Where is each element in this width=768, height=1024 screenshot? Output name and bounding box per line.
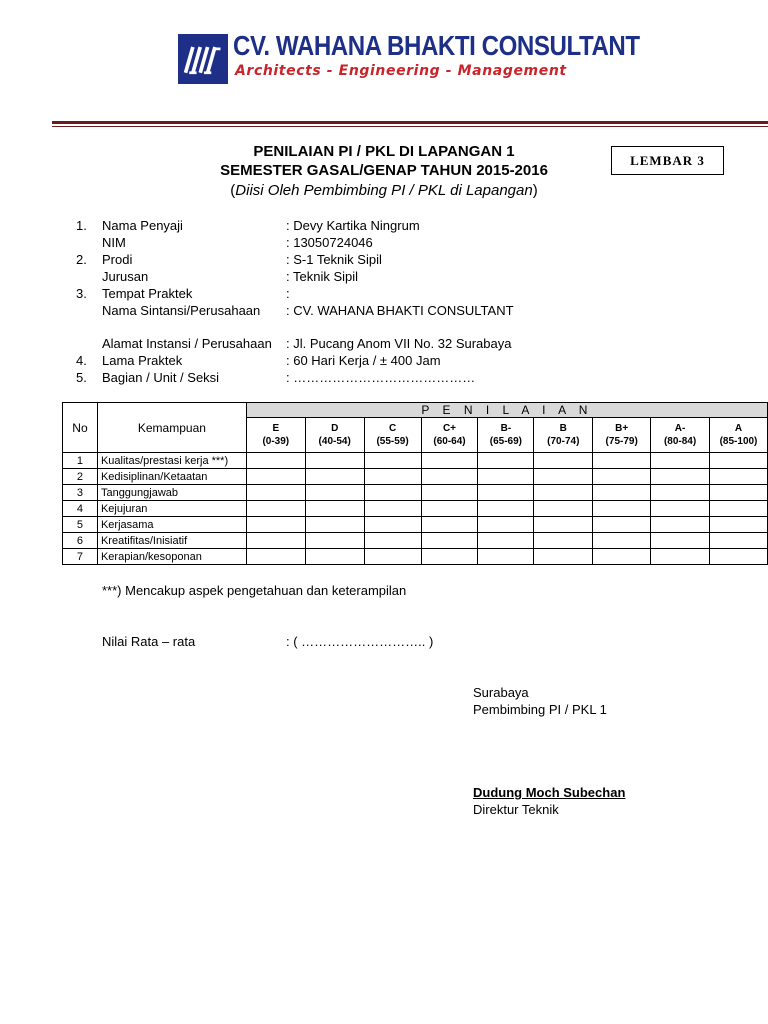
grade-cell[interactable] xyxy=(710,469,768,485)
row-number: 1 xyxy=(63,453,98,469)
grade-cell[interactable] xyxy=(421,485,478,501)
grade-cell[interactable] xyxy=(534,485,593,501)
row-criterion: Kerapian/kesoponan xyxy=(97,549,246,565)
info-label: Jurusan xyxy=(102,269,149,284)
grade-header xyxy=(534,418,593,453)
grade-cell[interactable] xyxy=(246,469,305,485)
grade-cell[interactable] xyxy=(364,469,421,485)
grade-cell[interactable] xyxy=(246,501,305,517)
row-criterion: Tanggungjawab xyxy=(97,485,246,501)
average-label: Nilai Rata – rata xyxy=(102,634,196,649)
signature-city: Surabaya xyxy=(473,685,529,700)
info-label: Prodi xyxy=(102,252,133,267)
grade-cell[interactable] xyxy=(651,469,710,485)
grade-cell[interactable] xyxy=(478,469,534,485)
grade-range: (65-69) xyxy=(489,436,523,447)
info-value: : …………………………………… xyxy=(286,370,476,385)
row-criterion: Kerjasama xyxy=(97,517,246,533)
table-header-row xyxy=(63,403,768,418)
grade-cell[interactable] xyxy=(305,453,364,469)
grade-cell[interactable] xyxy=(305,533,364,549)
grade-range: (70-74) xyxy=(547,436,580,447)
column-header-no: No xyxy=(63,403,98,453)
grade-letter: A- xyxy=(674,423,686,434)
info-label: Nama Sintansi/Perusahaan xyxy=(102,303,261,318)
grade-cell[interactable] xyxy=(710,517,768,533)
grade-cell[interactable] xyxy=(651,501,710,517)
row-criterion: Kualitas/prestasi kerja ***) xyxy=(97,453,246,469)
grade-letter: A xyxy=(734,423,743,434)
grade-cell[interactable] xyxy=(478,517,534,533)
info-number: 3. xyxy=(76,286,87,301)
grade-cell[interactable] xyxy=(364,533,421,549)
info-number: 1. xyxy=(76,218,87,233)
grade-cell[interactable] xyxy=(246,549,305,565)
grade-cell[interactable] xyxy=(305,517,364,533)
grade-letter: E xyxy=(272,423,280,434)
grade-cell[interactable] xyxy=(421,469,478,485)
grade-cell[interactable] xyxy=(364,517,421,533)
row-number: 5 xyxy=(63,517,98,533)
info-value: : CV. WAHANA BHAKTI CONSULTANT xyxy=(286,303,514,318)
grade-cell[interactable] xyxy=(246,453,305,469)
row-number: 7 xyxy=(63,549,98,565)
assessment-table xyxy=(62,402,768,565)
footnote: ***) Mencakup aspek pengetahuan dan keterampilan xyxy=(102,583,407,598)
row-number: 2 xyxy=(63,469,98,485)
grade-header xyxy=(364,418,421,453)
grade-range: (55-59) xyxy=(376,436,409,447)
grade-cell[interactable] xyxy=(305,469,364,485)
grade-range: (0-39) xyxy=(262,436,290,447)
grade-cell[interactable] xyxy=(421,549,478,565)
grade-cell[interactable] xyxy=(305,485,364,501)
info-value: : Teknik Sipil xyxy=(286,269,359,284)
grade-cell[interactable] xyxy=(478,501,534,517)
info-value: : 13050724046 xyxy=(286,235,373,250)
info-value: : Devy Kartika Ningrum xyxy=(286,218,420,233)
info-value: : 60 Hari Kerja / ± 400 Jam xyxy=(286,353,441,368)
grade-range: (75-79) xyxy=(605,436,638,447)
grade-cell[interactable] xyxy=(364,485,421,501)
header-rule-top xyxy=(52,121,768,124)
info-value: : S-1 Teknik Sipil xyxy=(286,252,382,267)
grade-cell[interactable] xyxy=(710,549,768,565)
grade-cell[interactable] xyxy=(246,485,305,501)
info-label: Bagian / Unit / Seksi xyxy=(102,370,220,385)
row-criterion: Kedisiplinan/Ketaatan xyxy=(97,469,246,485)
grade-cell[interactable] xyxy=(246,533,305,549)
grade-cell[interactable] xyxy=(421,453,478,469)
grade-header xyxy=(305,418,364,453)
grade-cell[interactable] xyxy=(421,501,478,517)
grade-cell[interactable] xyxy=(364,549,421,565)
grade-cell[interactable] xyxy=(534,549,593,565)
company-name: CV. WAHANA BHAKTI CONSULTANT xyxy=(233,30,640,61)
grade-header xyxy=(651,418,710,453)
row-criterion: Kejujuran xyxy=(97,501,246,517)
grade-cell[interactable] xyxy=(710,453,768,469)
logo-w-icon xyxy=(180,36,226,82)
grade-cell[interactable] xyxy=(364,501,421,517)
grade-cell[interactable] xyxy=(710,501,768,517)
info-label: Lama Praktek xyxy=(102,353,183,368)
column-header-kemampuan: Kemampuan xyxy=(97,403,246,453)
grade-cell[interactable] xyxy=(246,517,305,533)
grade-cell[interactable] xyxy=(710,485,768,501)
table-row xyxy=(63,469,768,485)
row-number: 3 xyxy=(63,485,98,501)
grade-range: (85-100) xyxy=(719,436,758,447)
table-row xyxy=(63,453,768,469)
grade-cell[interactable] xyxy=(305,501,364,517)
page-instruction: (Diisi Oleh Pembimbing PI / PKL di Lapangan) xyxy=(230,182,538,199)
grade-letter: C xyxy=(388,423,397,434)
grade-cell[interactable] xyxy=(478,533,534,549)
grade-cell[interactable] xyxy=(534,453,593,469)
grade-cell[interactable] xyxy=(593,469,651,485)
grade-cell[interactable] xyxy=(421,517,478,533)
page-subtitle: SEMESTER GASAL/GENAP TAHUN 2015-2016 xyxy=(220,162,548,179)
page-title: PENILAIAN PI / PKL DI LAPANGAN 1 xyxy=(253,143,515,160)
grade-cell[interactable] xyxy=(534,533,593,549)
grade-cell[interactable] xyxy=(534,469,593,485)
grade-range: (40-54) xyxy=(318,436,351,447)
grade-letter: D xyxy=(331,423,339,434)
grade-cell[interactable] xyxy=(478,549,534,565)
info-label: Alamat Instansi / Perusahaan xyxy=(102,336,272,351)
grade-letter: B xyxy=(559,423,567,434)
grade-cell[interactable] xyxy=(534,501,593,517)
grade-letter: C+ xyxy=(442,423,457,434)
grade-cell[interactable] xyxy=(651,453,710,469)
info-label: Nama Penyaji xyxy=(102,218,183,233)
table-row xyxy=(63,549,768,565)
signature-name: Dudung Moch Subechan xyxy=(473,785,626,800)
grade-cell[interactable] xyxy=(593,501,651,517)
row-number: 4 xyxy=(63,501,98,517)
grade-header xyxy=(710,418,768,453)
info-label: Tempat Praktek xyxy=(102,286,193,301)
grade-cell[interactable] xyxy=(593,533,651,549)
column-header-penilaian: P E N I L A I A N xyxy=(246,403,767,418)
grade-cell[interactable] xyxy=(651,485,710,501)
grade-cell[interactable] xyxy=(593,517,651,533)
grade-cell[interactable] xyxy=(534,517,593,533)
signature-role: Pembimbing PI / PKL 1 xyxy=(473,702,607,717)
grade-cell[interactable] xyxy=(651,533,710,549)
row-criterion: Kreatifitas/Inisiatif xyxy=(97,533,246,549)
average-value: : ( ……………………….. ) xyxy=(286,634,434,649)
grade-header xyxy=(246,418,305,453)
grade-cell[interactable] xyxy=(710,533,768,549)
grade-cell[interactable] xyxy=(651,549,710,565)
grade-cell[interactable] xyxy=(478,485,534,501)
grade-letter: B- xyxy=(500,423,512,434)
info-value: : xyxy=(286,286,290,301)
table-row xyxy=(63,501,768,517)
grade-cell[interactable] xyxy=(651,517,710,533)
row-number: 6 xyxy=(63,533,98,549)
signature-position: Direktur Teknik xyxy=(473,802,559,817)
grade-cell[interactable] xyxy=(593,549,651,565)
grade-cell[interactable] xyxy=(364,453,421,469)
grade-cell[interactable] xyxy=(421,533,478,549)
grade-cell[interactable] xyxy=(593,453,651,469)
info-number: 5. xyxy=(76,370,87,385)
info-label: NIM xyxy=(102,235,126,250)
info-number: 4. xyxy=(76,353,87,368)
table-row xyxy=(63,517,768,533)
info-value: : Jl. Pucang Anom VII No. 32 Surabaya xyxy=(286,336,512,351)
grade-header xyxy=(478,418,534,453)
table-row xyxy=(63,485,768,501)
grade-letter: B+ xyxy=(615,423,629,434)
grade-range: (80-84) xyxy=(663,436,697,447)
info-number: 2. xyxy=(76,252,87,267)
grade-cell[interactable] xyxy=(305,549,364,565)
table-row xyxy=(63,533,768,549)
grade-header xyxy=(421,418,478,453)
grade-range: (60-64) xyxy=(433,436,466,447)
grade-cell[interactable] xyxy=(478,453,534,469)
grade-header xyxy=(593,418,651,453)
company-tagline: Architects - Engineering - Management xyxy=(235,63,567,79)
sheet-number-box: LEMBAR 3 xyxy=(611,146,724,175)
company-logo xyxy=(178,34,228,84)
header-rule-bottom xyxy=(52,126,768,127)
grade-cell[interactable] xyxy=(593,485,651,501)
